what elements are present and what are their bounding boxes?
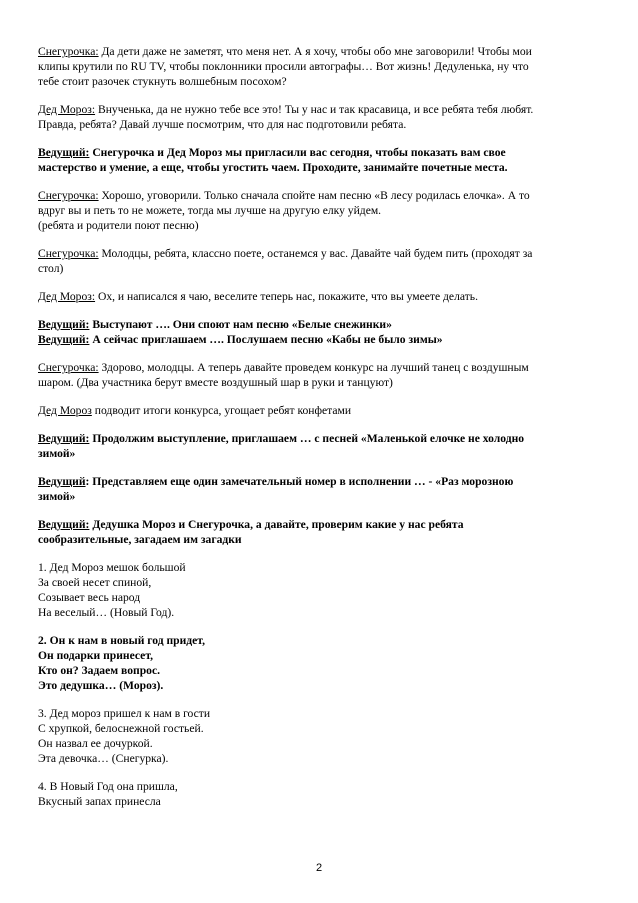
riddle <box>38 633 608 693</box>
riddle <box>38 779 608 809</box>
text-line: стол) <box>38 262 64 275</box>
text-line: Ведущий: Продолжим выступление, приглашаем … с песней «Маленькой елочке не холодно <box>38 432 525 445</box>
riddle-line: Вкусный запах принесла <box>38 795 161 808</box>
dialogue-paragraph <box>38 317 608 347</box>
text-line: Дед Мороз подводит итоги конкурса, угощает ребят конфетами <box>38 404 352 417</box>
speaker-label: Ведущий: <box>38 333 90 346</box>
riddle-line: 3. Дед мороз пришел к нам в гости <box>38 707 211 720</box>
dialogue-paragraph <box>38 517 608 547</box>
riddle-line: С хрупкой, белоснежной гостьей. <box>38 722 204 735</box>
riddle-line: Он подарки принесет, <box>38 649 154 662</box>
speaker-label: Снегурочка: <box>38 189 99 202</box>
dialogue-paragraph <box>38 431 608 461</box>
dialogue-paragraph <box>38 474 608 504</box>
text-line: Снегурочка: Хорошо, уговорили. Только сначала спойте нам песню «В лесу родилась елочка». А то <box>38 189 530 202</box>
text-line: Ведущий: А сейчас приглашаем …. Послушаем песню «Кабы не было зимы» <box>38 333 443 346</box>
text-line: вдруг вы и петь то не можете, тогда мы лучше на другую елку уйдем. <box>38 204 382 217</box>
dialogue-paragraph <box>38 44 608 89</box>
riddle-line: 1. Дед Мороз мешок большой <box>38 561 186 574</box>
speaker-label: Снегурочка: <box>38 361 99 374</box>
text-line: Снегурочка: Да дети даже не заметят, что меня нет. А я хочу, чтобы обо мне заговорили! Чтобы мои <box>38 45 532 58</box>
riddle-line: 2. Он к нам в новый год придет, <box>38 634 206 647</box>
dialogue-paragraph <box>38 360 608 390</box>
dialogue-paragraph <box>38 145 608 175</box>
speaker-label: Ведущий: <box>38 518 90 531</box>
text-line: сообразительные, загадаем им загадки <box>38 533 242 546</box>
speaker-label: Снегурочка: <box>38 247 99 260</box>
text-line: (ребята и родители поют песню) <box>38 219 199 232</box>
text-line: зимой» <box>38 447 76 460</box>
text-line: Ведущий: Выступают …. Они споют нам песню «Белые снежинки» <box>38 318 392 331</box>
speaker-label: Ведущий <box>38 475 86 488</box>
text-line: мастерство и умение, а еще, чтобы угостить чаем. Проходите, занимайте почетные места. <box>38 161 508 174</box>
speaker-label: Ведущий: <box>38 318 90 331</box>
speaker-label: Снегурочка: <box>38 45 99 58</box>
text-line: Ведущий: Дедушка Мороз и Снегурочка, а давайте, проверим какие у нас ребята <box>38 518 464 531</box>
speaker-label: Дед Мороз <box>38 404 92 417</box>
document-page <box>38 44 608 809</box>
text-line: шаром. (Два участника берут вместе воздушный шар в руки и танцуют) <box>38 376 393 389</box>
text-line: Правда, ребята? Давай лучше посмотрим, что для нас подготовили ребята. <box>38 118 407 131</box>
dialogue-paragraph <box>38 102 608 132</box>
text-line: зимой» <box>38 490 76 503</box>
text-line: Снегурочка: Здорово, молодцы. А теперь давайте проведем конкурс на лучший танец с воздушным <box>38 361 529 374</box>
text-line: тебе стоит разочек стукнуть волшебным посохом? <box>38 75 287 88</box>
riddle-line: Созывает весь народ <box>38 591 141 604</box>
riddle <box>38 560 608 620</box>
riddle-line: Это дедушка… (Мороз). <box>38 679 164 692</box>
riddle-line: Кто он? Задаем вопрос. <box>38 664 160 677</box>
riddle <box>38 706 608 766</box>
speaker-label: Ведущий: <box>38 432 90 445</box>
text-line: клипы крутили по RU TV, чтобы поклонники просили автографы… Вот жизнь! Дедуленька, ну что <box>38 60 529 73</box>
page-number: 2 <box>315 862 323 874</box>
riddle-line: За своей несет спиной, <box>38 576 152 589</box>
riddle-line: Эта девочка… (Снегурка). <box>38 752 169 765</box>
riddle-line: 4. В Новый Год она пришла, <box>38 780 178 793</box>
text-line: Ведущий: Снегурочка и Дед Мороз мы пригласили вас сегодня, чтобы показать вам свое <box>38 146 506 159</box>
riddle-line: На веселый… (Новый Год). <box>38 606 175 619</box>
speaker-label: Дед Мороз: <box>38 290 96 303</box>
text-line: Ведущий: Представляем еще один замечательный номер в исполнении … - «Раз морозною <box>38 475 514 488</box>
dialogue-paragraph <box>38 188 608 233</box>
text-line: Дед Мороз: Ох, и написался я чаю, веселите теперь нас, покажите, что вы умеете делать. <box>38 290 478 303</box>
text-line: Дед Мороз: Внученька, да не нужно тебе все это! Ты у нас и так красавица, и все ребята тебя любят. <box>38 103 534 116</box>
riddle-line: Он назвал ее дочуркой. <box>38 737 153 750</box>
speaker-label: Дед Мороз: <box>38 103 96 116</box>
dialogue-paragraph <box>38 246 608 276</box>
speaker-label: Ведущий: <box>38 146 90 159</box>
dialogue-paragraph <box>38 403 608 418</box>
dialogue-paragraph <box>38 289 608 304</box>
text-line: Снегурочка: Молодцы, ребята, классно поете, останемся у вас. Давайте чай будем пить (проходят за <box>38 247 533 260</box>
